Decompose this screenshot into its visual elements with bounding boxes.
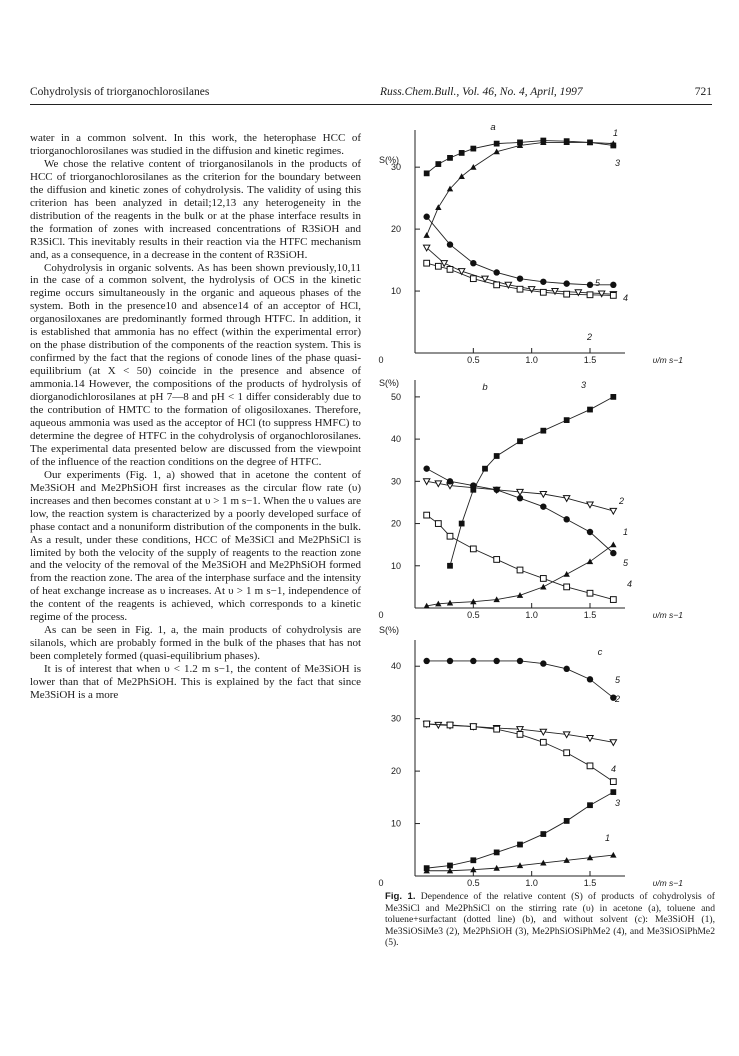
zero-label: 0 xyxy=(378,355,384,365)
data-point xyxy=(610,293,616,299)
series-label: 3 xyxy=(615,158,621,168)
data-point xyxy=(459,150,465,156)
series-line-3 xyxy=(427,792,614,868)
y-axis-label: S(%) xyxy=(379,625,399,635)
series-label: 3 xyxy=(615,798,621,808)
series-label: 4 xyxy=(627,579,633,589)
data-point xyxy=(587,140,593,146)
data-point xyxy=(610,282,616,288)
data-point xyxy=(563,666,569,672)
x-tick-label: 1.5 xyxy=(583,878,597,888)
caption-label: Fig. 1. xyxy=(385,891,416,902)
data-point xyxy=(540,660,546,666)
data-point xyxy=(447,155,453,161)
series-label: 3 xyxy=(581,380,587,390)
data-point xyxy=(610,779,616,785)
data-point xyxy=(424,721,430,727)
y-tick-label: 40 xyxy=(390,661,401,672)
figure-1-plots xyxy=(365,118,717,888)
data-point xyxy=(563,280,569,286)
series-line-5 xyxy=(427,661,614,698)
data-point xyxy=(517,732,523,738)
x-tick-label: 1.5 xyxy=(583,610,597,620)
panel-b xyxy=(415,380,625,608)
data-point xyxy=(587,590,593,596)
running-header xyxy=(30,86,712,105)
data-point xyxy=(610,541,616,547)
data-point xyxy=(610,597,616,603)
data-point xyxy=(540,739,546,745)
data-point xyxy=(587,676,593,682)
data-point xyxy=(610,550,616,556)
data-point xyxy=(540,428,546,434)
running-title: Cohydrolysis of triorganochlorosilanes xyxy=(30,86,210,98)
y-axis-label: S(%) xyxy=(379,378,399,388)
paragraph: As can be seen in Fig. 1, a, the main products of cohydrolysis are silanols, which are probably formed in the bulk of the phases that has not been completely formed (quasi-equilibrium phases). xyxy=(30,624,361,663)
journal-citation: Russ.Chem.Bull., Vol. 46, No. 4, April, 1997 xyxy=(380,86,583,98)
data-point xyxy=(423,465,429,471)
x-tick-label: 0.5 xyxy=(467,610,480,620)
data-point xyxy=(447,478,453,484)
data-point xyxy=(441,261,447,267)
data-point xyxy=(564,584,570,590)
data-point xyxy=(423,232,429,238)
data-point xyxy=(494,726,500,732)
data-point xyxy=(459,521,465,527)
data-point xyxy=(587,802,593,808)
data-point xyxy=(447,863,453,869)
series-label: 2 xyxy=(619,496,625,506)
series-label: 5 xyxy=(623,558,629,568)
data-point xyxy=(517,842,523,848)
data-point xyxy=(517,275,523,281)
y-tick-label: 30 xyxy=(390,162,401,173)
x-tick-label: 1.0 xyxy=(525,610,538,620)
x-tick-label: 1.0 xyxy=(525,355,538,365)
series-line-5 xyxy=(427,217,614,285)
data-point xyxy=(540,831,546,837)
data-point xyxy=(517,567,523,573)
data-point xyxy=(540,503,546,509)
x-tick-label: 1.0 xyxy=(525,878,538,888)
data-point xyxy=(540,138,546,144)
data-point xyxy=(470,658,476,664)
data-point xyxy=(470,724,476,730)
data-point xyxy=(423,214,429,220)
zero-label: 0 xyxy=(378,610,384,620)
body-text-column xyxy=(30,132,361,702)
data-point xyxy=(494,453,500,459)
data-point xyxy=(587,407,593,413)
data-point xyxy=(470,546,476,552)
data-point xyxy=(470,164,476,170)
data-point xyxy=(494,282,500,288)
y-tick-label: 10 xyxy=(390,818,401,829)
data-point xyxy=(424,865,430,871)
y-tick-label: 20 xyxy=(390,766,401,777)
figure-1 xyxy=(365,118,717,918)
data-point xyxy=(435,263,441,269)
series-label: 4 xyxy=(611,764,617,774)
data-point xyxy=(424,170,430,176)
data-point xyxy=(447,722,453,728)
paragraph: Our experiments (Fig. 1, a) showed that in acetone the content of Me3SiOH and Me2PhSiOH first increases as the circular flow rate (υ) increases and then becomes constant at υ > 1 m s−1. When the υ values are low, the reaction system is characterized by a poorly developed surface of phase contact and a nonuniform distribution of the components in the bulk. As a result, under these conditions, HCC of Me3SiCl and Me2PhSiCl is limited by both the velocity of the supply of reagents to the reaction zone and the velocity of the removal of the Me3SiOH and Me2PhSiOH formed from the reaction zone. The area of the interphase surface and the intensity of heat exchange increase as υ increases. At υ > 1 m s−1, independence of the content of the reagents is achieved, which corresponds to a kinetic regime of the process. xyxy=(30,468,361,624)
paragraph: We chose the relative content of triorganosilanols in the products of HCC of triorganochlorosilanes as the criterion for the boundary between the diffusion and kinetic zones of cohydrolysis. The validity of using this criterion has been analyzed in detail;12,13 any heterogeneity in the distribution of the reagents in the bulk or at the phase interface results in the formation of zones with increased concentrations of R3SiOH and R3SiCl. This inevitably results in their reaction via the HTFC mechanism and, as a consequence, in a decrease in the content of R3SiOH. xyxy=(30,157,361,261)
data-point xyxy=(494,557,500,563)
figure-caption xyxy=(385,891,715,949)
panel-c xyxy=(415,640,625,876)
data-point xyxy=(587,558,593,564)
series-label: 4 xyxy=(623,293,629,303)
y-axis-label: S(%) xyxy=(379,155,399,165)
data-point xyxy=(494,850,500,856)
paragraph: water in a common solvent. In this work, the heterophase HCC of triorganochlorosilanes was studied in the diffusion and kinetic regimes. xyxy=(30,132,361,157)
data-point xyxy=(564,750,570,756)
data-point xyxy=(610,508,616,514)
y-tick-label: 20 xyxy=(390,518,401,529)
series-line-5 xyxy=(427,469,614,553)
series-label: 2 xyxy=(615,694,621,704)
data-point xyxy=(435,204,441,210)
data-point xyxy=(517,140,523,146)
data-point xyxy=(517,592,523,598)
data-point xyxy=(447,241,453,247)
y-tick-label: 30 xyxy=(390,713,401,724)
data-point xyxy=(517,658,523,664)
data-point xyxy=(493,658,499,664)
data-point xyxy=(435,521,441,527)
data-point xyxy=(587,282,593,288)
x-axis-label: υ/m s−1 xyxy=(652,878,683,888)
data-point xyxy=(540,289,546,295)
data-point xyxy=(610,789,616,795)
x-tick-label: 1.5 xyxy=(583,355,597,365)
data-point xyxy=(470,857,476,863)
y-tick-label: 10 xyxy=(390,286,401,297)
series-label: 2 xyxy=(587,332,593,342)
panel-tag: a xyxy=(490,122,496,133)
data-point xyxy=(435,161,441,167)
data-point xyxy=(564,138,570,144)
x-axis-label: υ/m s−1 xyxy=(652,610,683,620)
data-point xyxy=(447,563,453,569)
data-point xyxy=(517,438,523,444)
data-point xyxy=(587,292,593,298)
data-point xyxy=(470,260,476,266)
data-point xyxy=(470,146,476,152)
series-line-4 xyxy=(427,515,614,599)
x-axis-label: υ/m s−1 xyxy=(652,355,683,365)
data-point xyxy=(564,417,570,423)
data-point xyxy=(610,143,616,149)
caption-text: Dependence of the relative content (S) of products of cohydrolysis of Me3SiCl and Me2PhSiCl on the stirring rate (υ) in acetone (a), toluene and toluene+surfactant (dotted line) (b), and without solvent (c): Me3SiOH (1), Me3SiOSiMe3 (2), Me2PhSiOH (3), Me2PhSiOSiPhMe2 (4), and Me3SiOSiPhMe2 (5). xyxy=(385,891,715,949)
data-point xyxy=(540,576,546,582)
series-label: 1 xyxy=(623,527,629,537)
data-point xyxy=(610,852,616,858)
paragraph: Cohydrolysis in organic solvents. As has been shown previously,10,11 in the case of a common solvent, the hydrolysis of OCS in the kinetic regime occurs simultaneously in the organic and aqueous phases of the system. Both in the presence10 and absence14 of an acceptor of HCl, organosiloxanes are predominantly formed through HTFC. In addition, it is established that ammonia has no effect (within the experimental error) on the phase distribution of the components of the reaction system. This is confirmed by the fact that the regions of conode lines of the phase quasi-equilibrium (at X < 50) coincide in the presence and absence of ammonia.14 However, the compositions of the products of hydrolysis of diorganodichlorosilanes at pH 7—8 and pH < 1 differ considerably due to the contribution of HMTC to the formation of oligosiloxanes. Therefore, aqueous ammonia was used as the acceptor of HCl (to suppress HMFC) to determine the degree of HTFC in the cohydrolysis of organochlorosilanes. The experimental data presented below are discussed from the viewpoint of the influence of the reaction conditions on the degree of HTFC. xyxy=(30,261,361,468)
series-label: 1 xyxy=(613,128,619,138)
series-line-3 xyxy=(450,397,613,566)
data-point xyxy=(493,269,499,275)
data-point xyxy=(470,276,476,282)
data-point xyxy=(564,818,570,824)
data-point xyxy=(493,487,499,493)
x-tick-label: 0.5 xyxy=(467,878,480,888)
series-label: 1 xyxy=(605,833,611,843)
data-point xyxy=(587,763,593,769)
data-point xyxy=(563,516,569,522)
data-point xyxy=(517,495,523,501)
data-point xyxy=(482,466,488,472)
y-tick-label: 20 xyxy=(390,224,401,235)
data-point xyxy=(540,279,546,285)
data-point xyxy=(423,658,429,664)
data-point xyxy=(587,529,593,535)
y-tick-label: 40 xyxy=(390,434,401,445)
data-point xyxy=(610,394,616,400)
panel-tag: c xyxy=(597,647,603,658)
x-tick-label: 0.5 xyxy=(467,355,480,365)
y-tick-label: 10 xyxy=(390,560,401,571)
data-point xyxy=(563,571,569,577)
series-label: 5 xyxy=(595,278,601,288)
panel-tag: b xyxy=(482,382,488,393)
data-point xyxy=(494,141,500,147)
data-point xyxy=(424,512,430,518)
y-tick-label: 50 xyxy=(390,391,401,402)
y-tick-label: 30 xyxy=(390,476,401,487)
data-point xyxy=(610,740,616,746)
data-point xyxy=(470,482,476,488)
series-label: 5 xyxy=(615,675,621,685)
data-point xyxy=(517,286,523,292)
data-point xyxy=(424,260,430,266)
data-point xyxy=(540,584,546,590)
page-number: 721 xyxy=(694,86,712,98)
data-point xyxy=(447,658,453,664)
paragraph: It is of interest that when υ < 1.2 m s−1, the content of Me3SiOH is lower than that of Me2PhSiOH. This is explained by the fact that since Me3SiOH is a more xyxy=(30,663,361,701)
data-point xyxy=(447,533,453,539)
zero-label: 0 xyxy=(378,878,384,888)
data-point xyxy=(564,291,570,297)
panel-a xyxy=(415,130,625,353)
data-point xyxy=(447,266,453,272)
